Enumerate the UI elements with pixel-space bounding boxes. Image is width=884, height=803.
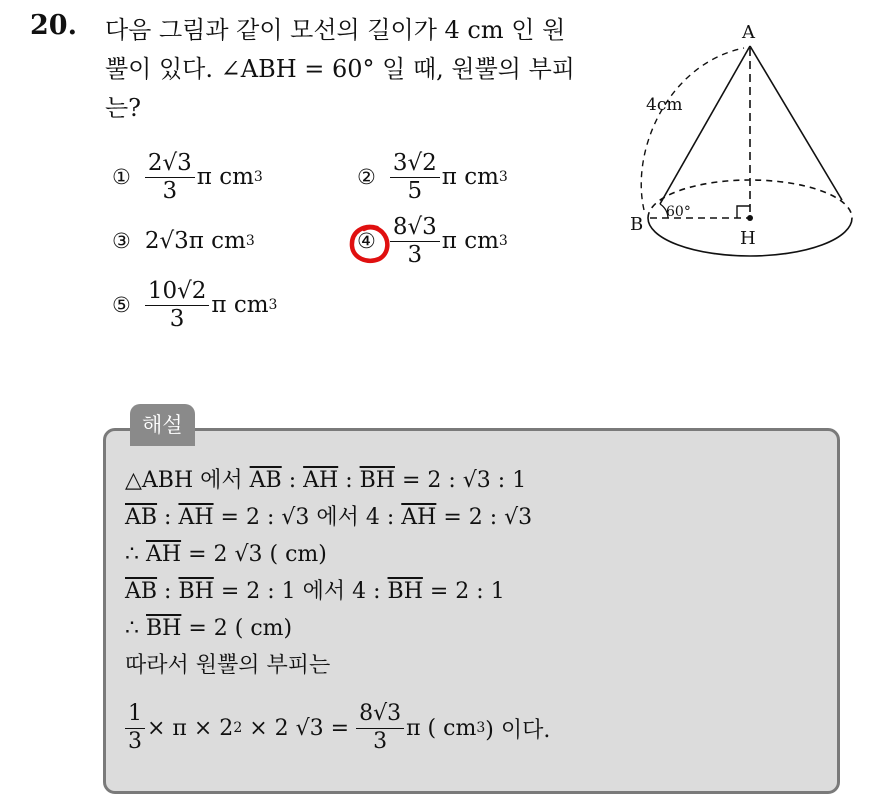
sol-l1-ab: $\overline{AB}$ [249, 468, 282, 493]
sol-l7-fraction-2 [356, 701, 404, 755]
solution-line-7 [125, 698, 825, 758]
choice-4-numerator: 8√3 [390, 214, 440, 242]
answer-circle-mark [347, 222, 393, 266]
sol-l1-bh: $\overline{BH}$ [359, 468, 395, 493]
solution-line-2: $\overline{AB}$ : $\overline{AH} = 2$ : √3 에서 4 : $\overline{AH} = 2$ : √3 [125, 505, 533, 530]
solution-line-3 [125, 536, 825, 573]
sol-l4-ab: $\overline{AB}$ [125, 579, 158, 604]
slant-line-right [750, 46, 842, 200]
choice-5-exponent: 3 [268, 297, 278, 313]
choice-5-number: ⑤ [112, 293, 131, 317]
solution-line-6: 따라서 원뿔의 부피는 [125, 653, 331, 678]
choice-3[interactable] [112, 228, 255, 254]
sol-l5-pre: ∴ [125, 616, 146, 641]
sol-l7-mid2: × 2 √3 = [242, 715, 357, 741]
sol-l7-fraction-1 [125, 701, 145, 755]
sol-l3-tail: = 2 √3 ( cm) [181, 542, 327, 567]
sol-l7-sup2: 3 [476, 720, 486, 736]
choice-1-unit: π cm [196, 164, 254, 190]
sol-l4-bh2: $\overline{BH}$ [387, 579, 423, 604]
sol-l2-tail: = 2 : √3 [436, 505, 533, 530]
choice-2-denominator: 5 [407, 178, 423, 204]
point-h [747, 215, 753, 221]
question-line-2: 뿔이 있다. ∠ABH = 60° 일 때, 원뿔의 부피 [105, 55, 575, 83]
sol-l1-ah: $\overline{AH}$ [303, 468, 339, 493]
cone-diagram [620, 18, 870, 278]
choice-1-denominator: 3 [162, 178, 178, 204]
label-h: H [740, 228, 756, 249]
sol-l7-sup: 2 [233, 720, 243, 736]
label-slant-length: 4cm [646, 95, 683, 115]
solution-tag: 해설 [130, 404, 195, 446]
sol-l7-frac2-num: 8√3 [356, 701, 404, 729]
choice-2-number: ② [357, 165, 376, 189]
sol-l2-ah: $\overline{AH}$ [178, 505, 214, 530]
sol-l7-tail: π ( cm [406, 715, 477, 741]
choice-2[interactable] [357, 150, 508, 204]
solution-line-4: $\overline{AB}$ : $\overline{BH} = 2$ : 1 에서 4 : $\overline{BH} = 2$ : 1 [125, 579, 505, 604]
choice-2-unit: π cm [441, 164, 499, 190]
choice-2-exponent: 3 [498, 169, 508, 185]
sol-l4-tail: = 2 : 1 [422, 579, 505, 604]
solution-content [125, 462, 825, 758]
choice-2-fraction [390, 150, 440, 204]
choice-5-fraction [145, 278, 210, 332]
sol-l4-mid: = 2 : 1 에서 4 : [213, 579, 388, 604]
choice-4-denominator: 3 [407, 242, 423, 268]
choice-4-unit: π cm [441, 228, 499, 254]
sol-l3-ah: $\overline{AH}$ [146, 542, 182, 567]
label-angle: 60° [666, 204, 691, 220]
sol-l7-frac1-num: 1 [125, 701, 145, 729]
choice-4-exponent: 3 [498, 233, 508, 249]
choice-3-value: 2√3π cm [144, 228, 246, 254]
choice-4-number: ④ [357, 229, 376, 253]
choice-1-fraction [145, 150, 195, 204]
sol-l7-frac2-den: 3 [373, 729, 388, 754]
sol-l2-mid: = 2 : √3 에서 4 : [213, 505, 402, 530]
choice-5-unit: π cm [211, 292, 269, 318]
sol-l7-mid: × π × 2 [147, 715, 234, 741]
choice-2-numerator: 3√2 [390, 150, 440, 178]
choice-5-numerator: 10√2 [145, 278, 210, 306]
choice-1-exponent: 3 [253, 169, 263, 185]
sol-l2-ah2: $\overline{AH}$ [401, 505, 437, 530]
label-b: B [630, 214, 644, 235]
sol-l5-bh: $\overline{BH}$ [146, 616, 182, 641]
slant-length-arc [641, 48, 744, 210]
sol-l2-ab: $\overline{AB}$ [125, 505, 158, 530]
solution-line-1: △ABH 에서 $\overline{AB}$ : $\overline{AH}$ : $\overline{BH} = 2$ : √3 : 1 [125, 468, 527, 493]
sol-l4-bh: $\overline{BH}$ [178, 579, 214, 604]
sol-l1-tail: = 2 : √3 : 1 [394, 468, 527, 493]
sol-l1-pre: △ABH 에서 [125, 468, 250, 493]
sol-l3-pre: ∴ [125, 542, 146, 567]
question-line-1: 다음 그림과 같이 모선의 길이가 4 cm 인 원 [105, 16, 566, 44]
label-a: A [742, 22, 755, 43]
solution-line-5 [125, 610, 825, 647]
question-text [105, 11, 625, 128]
sol-l7-end: ) 이다. [485, 717, 551, 743]
question-line-3: 는? [105, 94, 142, 122]
choice-4-fraction [390, 214, 440, 268]
choice-5-denominator: 3 [169, 306, 185, 332]
sol-l7-frac1-den: 3 [128, 729, 142, 754]
question-number: 20. [30, 10, 77, 41]
sol-l5-tail: = 2 ( cm) [181, 616, 293, 641]
choice-1-numerator: 2√3 [145, 150, 195, 178]
choice-5[interactable] [112, 278, 277, 332]
choice-3-number: ③ [112, 229, 131, 253]
choice-1-number: ① [112, 165, 131, 189]
choice-3-exponent: 3 [245, 233, 255, 249]
choice-1[interactable] [112, 150, 263, 204]
